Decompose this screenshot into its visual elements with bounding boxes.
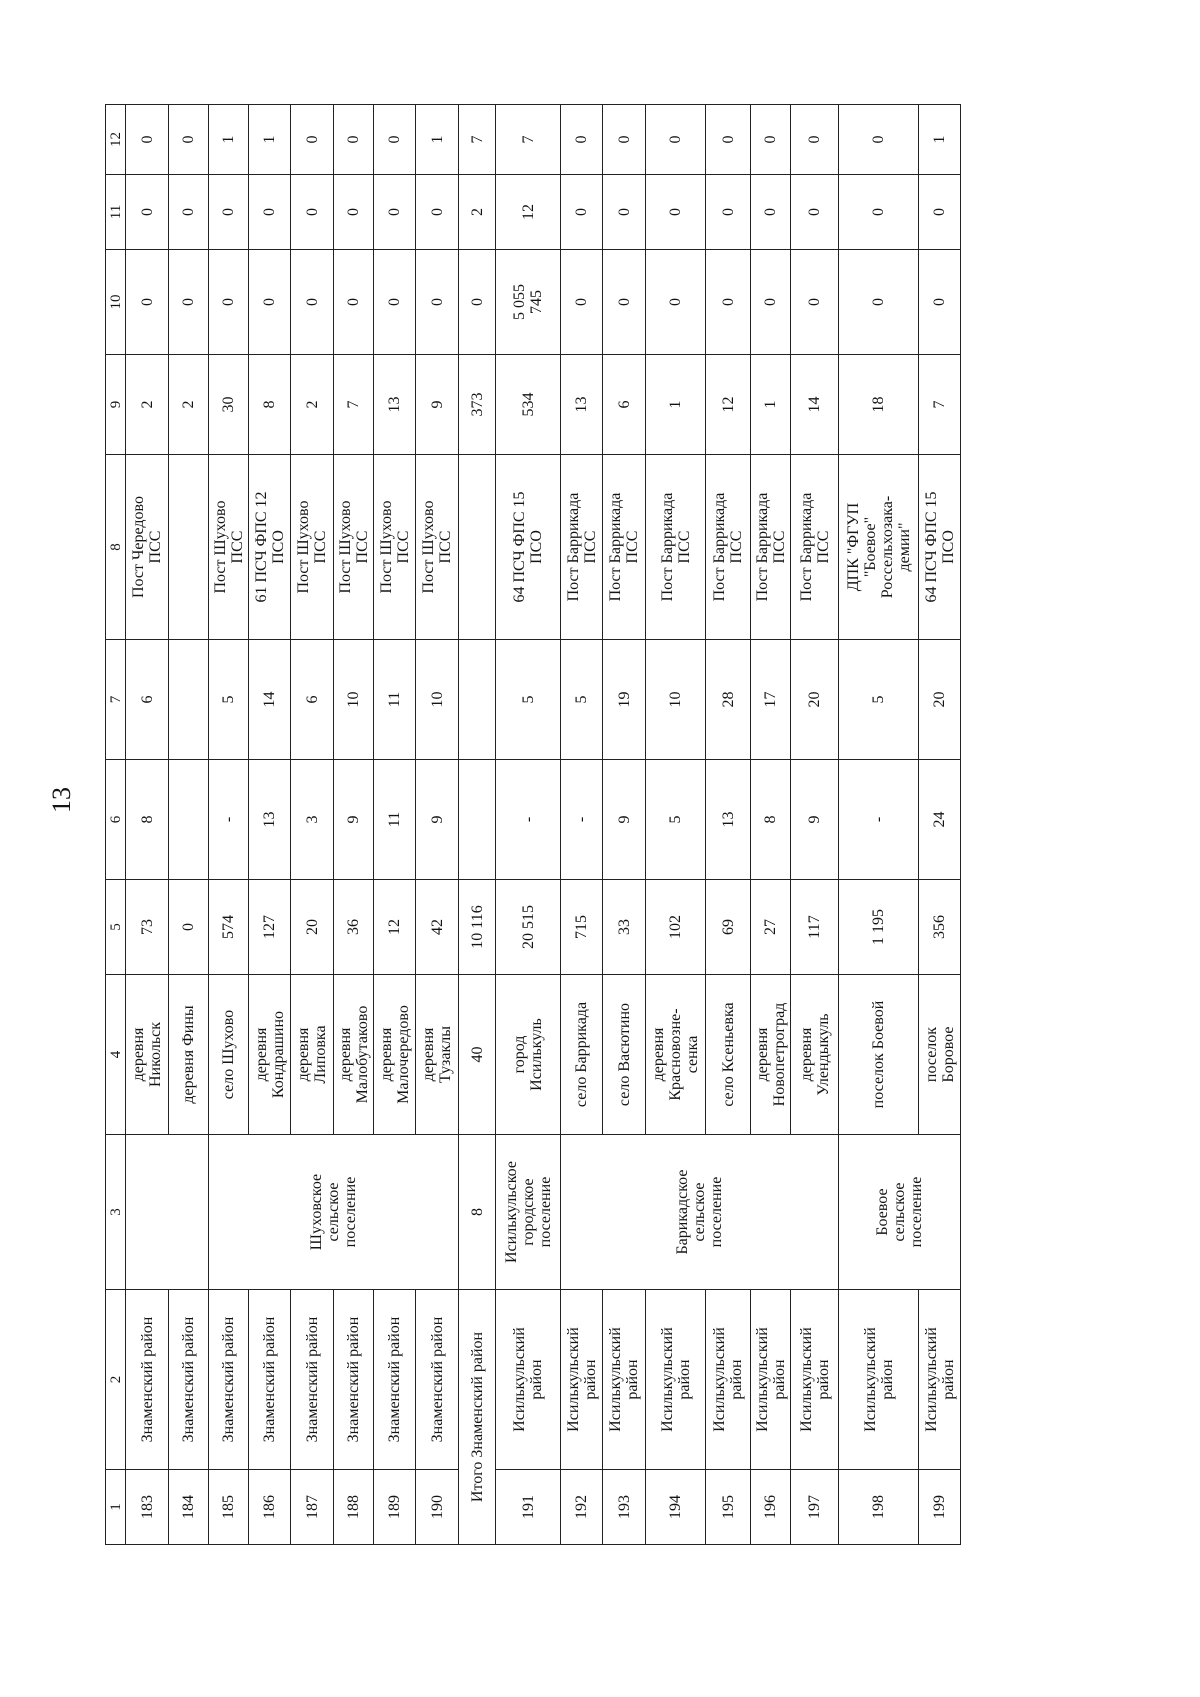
table-cell: 2 (291, 355, 334, 455)
table-cell: 195 (706, 1470, 751, 1545)
table-cell: 42 (416, 880, 459, 975)
table-cell: 0 (646, 175, 706, 250)
table-cell: 0 (751, 105, 791, 175)
header-row (106, 105, 126, 1545)
table-cell: 0 (839, 105, 919, 175)
table-cell: 10 116 (459, 880, 496, 975)
table-cell: деревня Фины (169, 975, 209, 1135)
table-cell: 64 ПСЧ ФПС 15 ПСО (919, 455, 961, 640)
table-cell: Исилькульский район (561, 1290, 603, 1470)
table-cell: Исилькульский район (751, 1290, 791, 1470)
table-cell: 20 (919, 640, 961, 760)
table-cell: 0 (291, 105, 334, 175)
table-cell: Пост Баррикада ПСС (751, 455, 791, 640)
table-cell: 30 (209, 355, 249, 455)
table-cell: Шуховское сельское поселение (209, 1135, 459, 1290)
table-cell: Пост Баррикада ПСС (791, 455, 839, 640)
table-cell: Исилькульский район (919, 1290, 961, 1470)
table-cell: 0 (706, 175, 751, 250)
table-cell: 20 (291, 880, 334, 975)
column-header: 1 (106, 1470, 126, 1545)
table-row (291, 105, 334, 1545)
table-cell: 0 (839, 250, 919, 355)
table-cell: 3 (291, 760, 334, 880)
table-cell: деревня Никольск (126, 975, 169, 1135)
table-cell: 191 (496, 1470, 561, 1545)
column-header: 12 (106, 105, 126, 175)
table-cell (459, 640, 496, 760)
table-row (416, 105, 459, 1545)
table-cell: 73 (126, 880, 169, 975)
table-cell: 64 ПСЧ ФПС 15 ПСО (496, 455, 561, 640)
table-cell: Барикадское сельское поселение (561, 1135, 839, 1290)
table-cell: 0 (919, 175, 961, 250)
table-cell: 0 (169, 250, 209, 355)
table-cell: 0 (791, 105, 839, 175)
table-cell: 19 (603, 640, 646, 760)
table-cell: 187 (291, 1470, 334, 1545)
table-cell: 5 (839, 640, 919, 760)
table-cell: 5 (496, 640, 561, 760)
table-cell: 373 (459, 355, 496, 455)
table-cell: 20 (791, 640, 839, 760)
table-cell: Пост Баррикада ПСС (646, 455, 706, 640)
table-cell: 5 (646, 760, 706, 880)
column-header: 5 (106, 880, 126, 975)
table-cell: 1 (646, 355, 706, 455)
table-cell: 13 (374, 355, 416, 455)
table-cell: Исилькульский район (791, 1290, 839, 1470)
table-cell: деревня Новопетроград (751, 975, 791, 1135)
data-table-wrapper (105, 105, 960, 1545)
table-cell: 5 (561, 640, 603, 760)
table-cell: 0 (291, 175, 334, 250)
table-cell: 10 (416, 640, 459, 760)
column-header: 9 (106, 355, 126, 455)
table-cell: 0 (646, 105, 706, 175)
table-cell: Исилькульское городское поселение (496, 1135, 561, 1290)
table-cell: 7 (496, 105, 561, 175)
table-cell: 0 (603, 250, 646, 355)
table-cell: Пост Шухово ПСС (374, 455, 416, 640)
table-cell: 534 (496, 355, 561, 455)
table-cell: 27 (751, 880, 791, 975)
column-header: 8 (106, 455, 126, 640)
table-cell: 102 (646, 880, 706, 975)
table-cell: 7 (459, 105, 496, 175)
table-cell: 0 (374, 250, 416, 355)
table-cell: 188 (334, 1470, 374, 1545)
table-row (706, 105, 751, 1545)
table-cell: 5 055 745 (496, 250, 561, 355)
table-cell: 9 (334, 760, 374, 880)
table-row (646, 105, 706, 1545)
column-header: 11 (106, 175, 126, 250)
table-cell: 20 515 (496, 880, 561, 975)
page-number: 13 (47, 787, 76, 813)
table-cell: 1 195 (839, 880, 919, 975)
table-cell: 0 (169, 105, 209, 175)
table-cell: 0 (561, 250, 603, 355)
table-cell: 0 (603, 175, 646, 250)
table-cell: 0 (209, 250, 249, 355)
table-cell: Исилькульский район (646, 1290, 706, 1470)
table-cell: 6 (603, 355, 646, 455)
table-cell: 2 (459, 175, 496, 250)
table-cell: Знаменский район (291, 1290, 334, 1470)
table-cell: 5 (209, 640, 249, 760)
table-cell: 0 (169, 175, 209, 250)
table-cell: 127 (249, 880, 291, 975)
table-cell: 36 (334, 880, 374, 975)
column-header: 6 (106, 760, 126, 880)
table-cell: 0 (374, 175, 416, 250)
table-cell: 0 (249, 250, 291, 355)
table-cell: 0 (919, 250, 961, 355)
table-cell: ДПК "ФГУП "Боевое" Россельхозака- демии" (839, 455, 919, 640)
column-header: 10 (106, 250, 126, 355)
table-cell: 33 (603, 880, 646, 975)
table-cell: 0 (374, 105, 416, 175)
table-cell: 183 (126, 1470, 169, 1545)
table-cell: 186 (249, 1470, 291, 1545)
table-cell: 0 (791, 250, 839, 355)
table-cell (169, 640, 209, 760)
table-cell: 13 (706, 760, 751, 880)
table-cell: 17 (751, 640, 791, 760)
table-cell: деревня Красновозне- сенка (646, 975, 706, 1135)
table-cell: 0 (249, 175, 291, 250)
table-cell: Исилькульский район (496, 1290, 561, 1470)
table-cell: Пост Шухово ПСС (291, 455, 334, 640)
table-cell: 0 (169, 880, 209, 975)
table-cell: село Баррикада (561, 975, 603, 1135)
column-header: 2 (106, 1290, 126, 1470)
table-cell (459, 760, 496, 880)
table-cell: Пост Шухово ПСС (209, 455, 249, 640)
table-cell: 2 (126, 355, 169, 455)
table-cell: Пост Чередово ПСС (126, 455, 169, 640)
table-cell: 9 (791, 760, 839, 880)
table-row (751, 105, 791, 1545)
table-cell: - (561, 760, 603, 880)
table-cell: 0 (561, 105, 603, 175)
table-cell: Пост Баррикада ПСС (706, 455, 751, 640)
table-cell: деревня Кондрашино (249, 975, 291, 1135)
table-cell: 0 (334, 250, 374, 355)
table-cell: 0 (126, 250, 169, 355)
table-cell: Исилькульский район (839, 1290, 919, 1470)
table-cell: 7 (334, 355, 374, 455)
table-cell: Знаменский район (249, 1290, 291, 1470)
table-cell: 6 (126, 640, 169, 760)
table-cell: 0 (416, 175, 459, 250)
table-cell: Пост Баррикада ПСС (603, 455, 646, 640)
table-cell: Знаменский район (126, 1290, 169, 1470)
table-cell: Знаменский район (416, 1290, 459, 1470)
table-cell (459, 455, 496, 640)
table-cell: 0 (209, 175, 249, 250)
table-cell: деревня Тузаклы (416, 975, 459, 1135)
table-cell: Исилькульский район (706, 1290, 751, 1470)
table-cell: 356 (919, 880, 961, 975)
table-cell: 1 (209, 105, 249, 175)
table-cell: село Шухово (209, 975, 249, 1135)
table-cell: 0 (126, 105, 169, 175)
table-cell: Знаменский район (334, 1290, 374, 1470)
table-cell: 13 (249, 760, 291, 880)
table-cell: 8 (126, 760, 169, 880)
table-cell: село Васютино (603, 975, 646, 1135)
table-cell: 2 (169, 355, 209, 455)
table-cell: - (496, 760, 561, 880)
table-cell: 0 (291, 250, 334, 355)
table-row (496, 105, 561, 1545)
table-cell: 8 (459, 1135, 496, 1290)
table-cell: деревня Малочередово (374, 975, 416, 1135)
table-cell: 0 (334, 175, 374, 250)
table-cell: Исилькульский район (603, 1290, 646, 1470)
table-row (209, 105, 249, 1545)
table-cell: 1 (249, 105, 291, 175)
table-cell: 184 (169, 1470, 209, 1545)
table-cell: 9 (416, 355, 459, 455)
table-cell: 198 (839, 1470, 919, 1545)
table-cell: село Ксеньевка (706, 975, 751, 1135)
table-cell: 1 (416, 105, 459, 175)
table-cell: 14 (791, 355, 839, 455)
table-cell: 117 (791, 880, 839, 975)
table-cell: 0 (751, 175, 791, 250)
table-cell: 24 (919, 760, 961, 880)
table-cell: 8 (249, 355, 291, 455)
table-cell: город Исилькуль (496, 975, 561, 1135)
table-row (374, 105, 416, 1545)
table-cell: 0 (126, 175, 169, 250)
table-row (603, 105, 646, 1545)
table-cell: 1 (919, 105, 961, 175)
table-row (169, 105, 209, 1545)
table-cell: 0 (416, 250, 459, 355)
table-cell: 0 (791, 175, 839, 250)
table-cell: 28 (706, 640, 751, 760)
table-cell: 13 (561, 355, 603, 455)
table-cell: деревня Липовка (291, 975, 334, 1135)
table-cell: 61 ПСЧ ФПС 12 ПСО (249, 455, 291, 640)
table-row (249, 105, 291, 1545)
table-cell: 11 (374, 640, 416, 760)
table-cell: 0 (603, 105, 646, 175)
table-row (561, 105, 603, 1545)
column-header: 7 (106, 640, 126, 760)
table-row (126, 105, 169, 1545)
table-cell: 0 (706, 105, 751, 175)
table-row (839, 105, 919, 1545)
table-cell: 196 (751, 1470, 791, 1545)
table-cell: 190 (416, 1470, 459, 1545)
total-label: Итого Знаменский район (459, 1290, 496, 1545)
table-cell: Пост Шухово ПСС (334, 455, 374, 640)
table-cell: Пост Шухово ПСС (416, 455, 459, 640)
table-cell: 69 (706, 880, 751, 975)
table-cell (169, 760, 209, 880)
table-cell: 40 (459, 975, 496, 1135)
table-cell: 0 (751, 250, 791, 355)
table-cell: 192 (561, 1470, 603, 1545)
table-cell: 199 (919, 1470, 961, 1545)
table-cell: 6 (291, 640, 334, 760)
column-header: 4 (106, 975, 126, 1135)
table-cell: 11 (374, 760, 416, 880)
table-cell: Знаменский район (374, 1290, 416, 1470)
table-cell: поселок Боровое (919, 975, 961, 1135)
table-row (791, 105, 839, 1545)
table-cell: поселок Боевой (839, 975, 919, 1135)
table-row (919, 105, 961, 1545)
table-cell: Знаменский район (209, 1290, 249, 1470)
table-cell: 0 (706, 250, 751, 355)
table-cell: 193 (603, 1470, 646, 1545)
table-row (334, 105, 374, 1545)
table-cell (169, 455, 209, 640)
table-cell: 10 (334, 640, 374, 760)
table-cell: 0 (561, 175, 603, 250)
table-cell: 0 (459, 250, 496, 355)
column-header: 3 (106, 1135, 126, 1290)
table-cell: деревня Улендыкуль (791, 975, 839, 1135)
table-cell: Знаменский район (169, 1290, 209, 1470)
table-cell: 8 (751, 760, 791, 880)
table-cell: 194 (646, 1470, 706, 1545)
table-cell: 14 (249, 640, 291, 760)
table-cell (126, 1135, 209, 1290)
table-cell: 189 (374, 1470, 416, 1545)
table-cell: 197 (791, 1470, 839, 1545)
table-cell: - (209, 760, 249, 880)
data-table (105, 104, 961, 1545)
table-cell: 7 (919, 355, 961, 455)
table-cell: 18 (839, 355, 919, 455)
table-cell: Боевое сельское поселение (839, 1135, 961, 1290)
table-cell: 9 (603, 760, 646, 880)
table-cell: 1 (751, 355, 791, 455)
table-cell: 12 (496, 175, 561, 250)
table-cell: 574 (209, 880, 249, 975)
table-cell: 0 (334, 105, 374, 175)
table-cell: 0 (839, 175, 919, 250)
table-cell: Пост Баррикада ПСС (561, 455, 603, 640)
table-cell: 10 (646, 640, 706, 760)
table-cell: 0 (646, 250, 706, 355)
table-cell: 12 (706, 355, 751, 455)
total-row (459, 105, 496, 1545)
table-cell: - (839, 760, 919, 880)
table-cell: деревня Малобутаково (334, 975, 374, 1135)
table-cell: 9 (416, 760, 459, 880)
table-cell: 12 (374, 880, 416, 975)
table-cell: 715 (561, 880, 603, 975)
table-cell: 185 (209, 1470, 249, 1545)
